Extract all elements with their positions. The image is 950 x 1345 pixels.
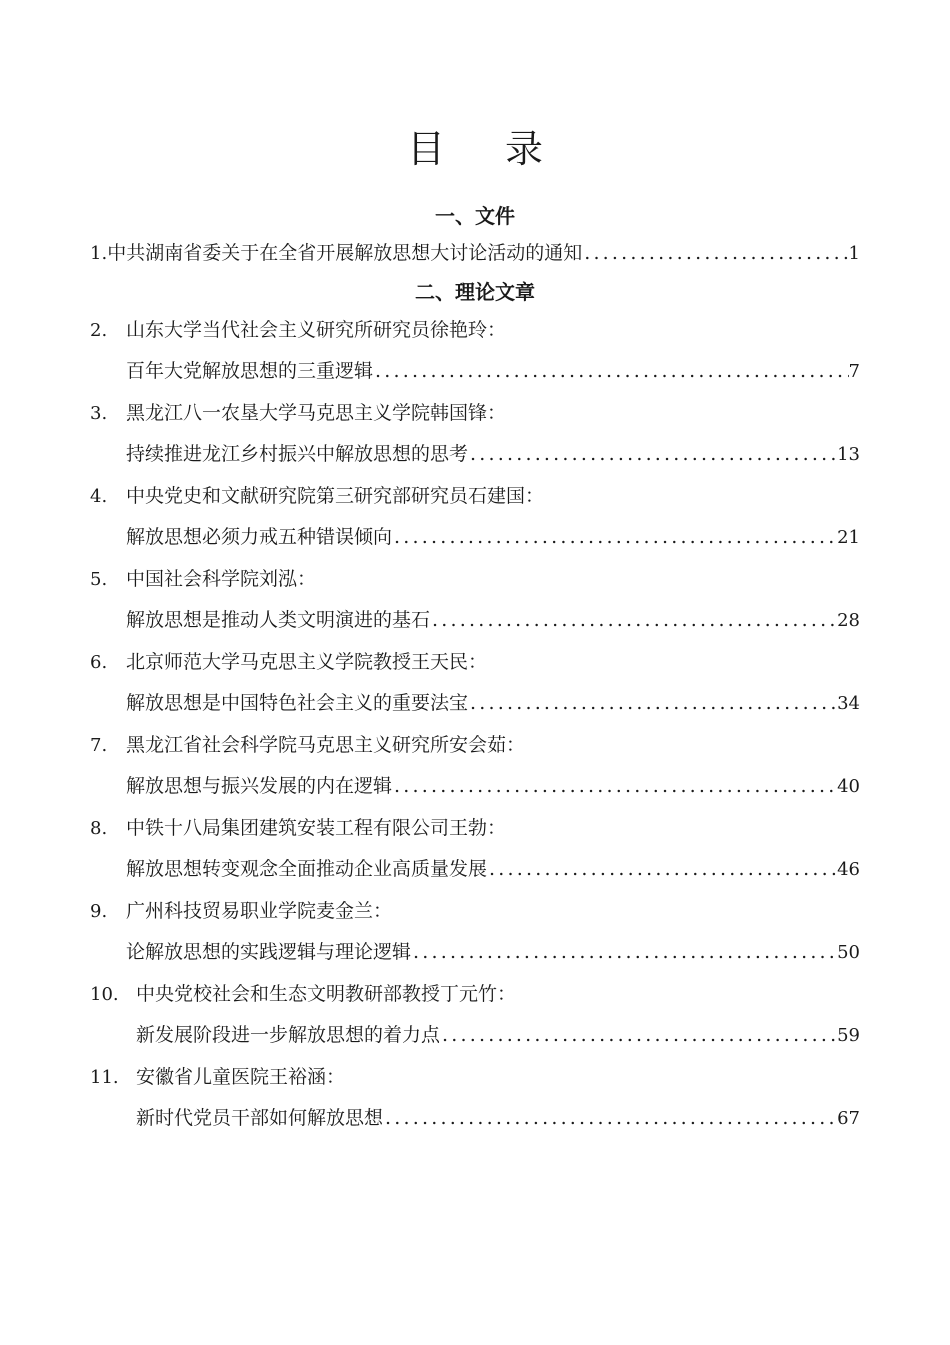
toc-entry[interactable] <box>90 1103 860 1133</box>
leader-dots <box>392 775 837 797</box>
toc-entry[interactable] <box>90 771 860 801</box>
toc-entry-author <box>90 647 860 677</box>
entry-number: 1. <box>90 243 108 264</box>
entry-page-number: 13 <box>837 444 860 465</box>
toc-entry[interactable] <box>90 238 860 268</box>
entry-number: 10. <box>90 984 119 1005</box>
entry-author: 黑龙江省社会科学院马克思主义研究所安会茹： <box>126 734 526 756</box>
entry-page-number: 59 <box>837 1025 860 1046</box>
entry-title: 解放思想转变观念全面推动企业高质量发展 <box>126 858 488 880</box>
entry-title: 中共湖南省委关于在全省开展解放思想大讨论活动的通知 <box>107 242 583 264</box>
toc-entry-author <box>90 315 860 345</box>
entry-number: 4. <box>90 486 108 507</box>
entry-title: 新时代党员干部如何解放思想 <box>136 1107 384 1129</box>
toc-entry[interactable] <box>90 356 860 386</box>
toc-entry-author <box>90 979 860 1009</box>
entry-title: 新发展阶段进一步解放思想的着力点 <box>136 1024 441 1046</box>
toc-entry[interactable] <box>90 439 860 469</box>
entry-number: 11. <box>90 1067 119 1088</box>
toc-entry[interactable] <box>90 688 860 718</box>
toc-entry-author <box>90 1062 860 1092</box>
entry-author: 中央党史和文献研究院第三研究部研究员石建国： <box>126 485 545 507</box>
entry-page-number: 28 <box>837 610 860 631</box>
entry-author: 中国社会科学院刘泓： <box>126 568 317 590</box>
entry-number: 2. <box>90 320 108 341</box>
toc-entry-author <box>90 813 860 843</box>
entry-page-number: 21 <box>837 527 860 548</box>
entry-page-number: 1 <box>848 243 860 264</box>
entry-page-number: 46 <box>837 859 860 880</box>
leader-dots <box>487 858 837 880</box>
leader-dots <box>392 526 837 548</box>
section-heading-articles: 二、理论文章 <box>415 280 535 304</box>
entry-page-number: 67 <box>837 1108 860 1129</box>
toc-entry-author <box>90 730 860 760</box>
entry-title: 解放思想必须力戒五种错误倾向 <box>126 526 393 548</box>
entry-number: 3. <box>90 403 108 424</box>
entry-title: 解放思想是推动人类文明演进的基石 <box>126 609 431 631</box>
entry-title: 解放思想与振兴发展的内在逻辑 <box>126 775 393 797</box>
entry-page-number: 34 <box>837 693 860 714</box>
page-title: 目 录 <box>406 127 568 171</box>
toc-entry[interactable] <box>90 1020 860 1050</box>
entry-number: 9. <box>90 901 108 922</box>
leader-dots <box>411 941 837 963</box>
entry-number: 6. <box>90 652 108 673</box>
toc-entry[interactable] <box>90 854 860 884</box>
entry-page-number: 7 <box>848 361 860 382</box>
toc-entry-author <box>90 481 860 511</box>
entry-title: 持续推进龙江乡村振兴中解放思想的思考 <box>126 443 469 465</box>
entry-page-number: 40 <box>837 776 860 797</box>
leader-dots <box>430 609 837 631</box>
entry-author: 北京师范大学马克思主义学院教授王天民： <box>126 651 488 673</box>
toc-entry-author <box>90 896 860 926</box>
toc-entry[interactable] <box>90 937 860 967</box>
entry-author: 黑龙江八一农垦大学马克思主义学院韩国锋： <box>126 402 507 424</box>
entry-title: 论解放思想的实践逻辑与理论逻辑 <box>126 941 412 963</box>
toc-entry-author <box>90 564 860 594</box>
entry-author: 中央党校社会和生态文明教研部教授丁元竹： <box>136 983 517 1005</box>
leader-dots <box>440 1024 837 1046</box>
leader-dots <box>468 443 837 465</box>
entry-page-number: 50 <box>837 942 860 963</box>
entry-title: 解放思想是中国特色社会主义的重要法宝 <box>126 692 469 714</box>
leader-dots <box>582 242 848 264</box>
toc-entry[interactable] <box>90 605 860 635</box>
entry-author: 安徽省儿童医院王裕涵： <box>136 1066 346 1088</box>
entry-number: 5. <box>90 569 108 590</box>
entry-number: 8. <box>90 818 108 839</box>
section-heading-documents: 一、文件 <box>435 204 515 228</box>
leader-dots <box>383 1107 837 1129</box>
entry-title: 百年大党解放思想的三重逻辑 <box>126 360 374 382</box>
entry-author: 中铁十八局集团建筑安装工程有限公司王勃： <box>126 817 507 839</box>
entry-author: 广州科技贸易职业学院麦金兰： <box>126 900 393 922</box>
entry-number: 7. <box>90 735 108 756</box>
entry-author: 山东大学当代社会主义研究所研究员徐艳玲： <box>126 319 507 341</box>
toc-entry[interactable] <box>90 522 860 552</box>
leader-dots <box>468 692 837 714</box>
leader-dots <box>373 360 849 382</box>
toc-entry-author <box>90 398 860 428</box>
